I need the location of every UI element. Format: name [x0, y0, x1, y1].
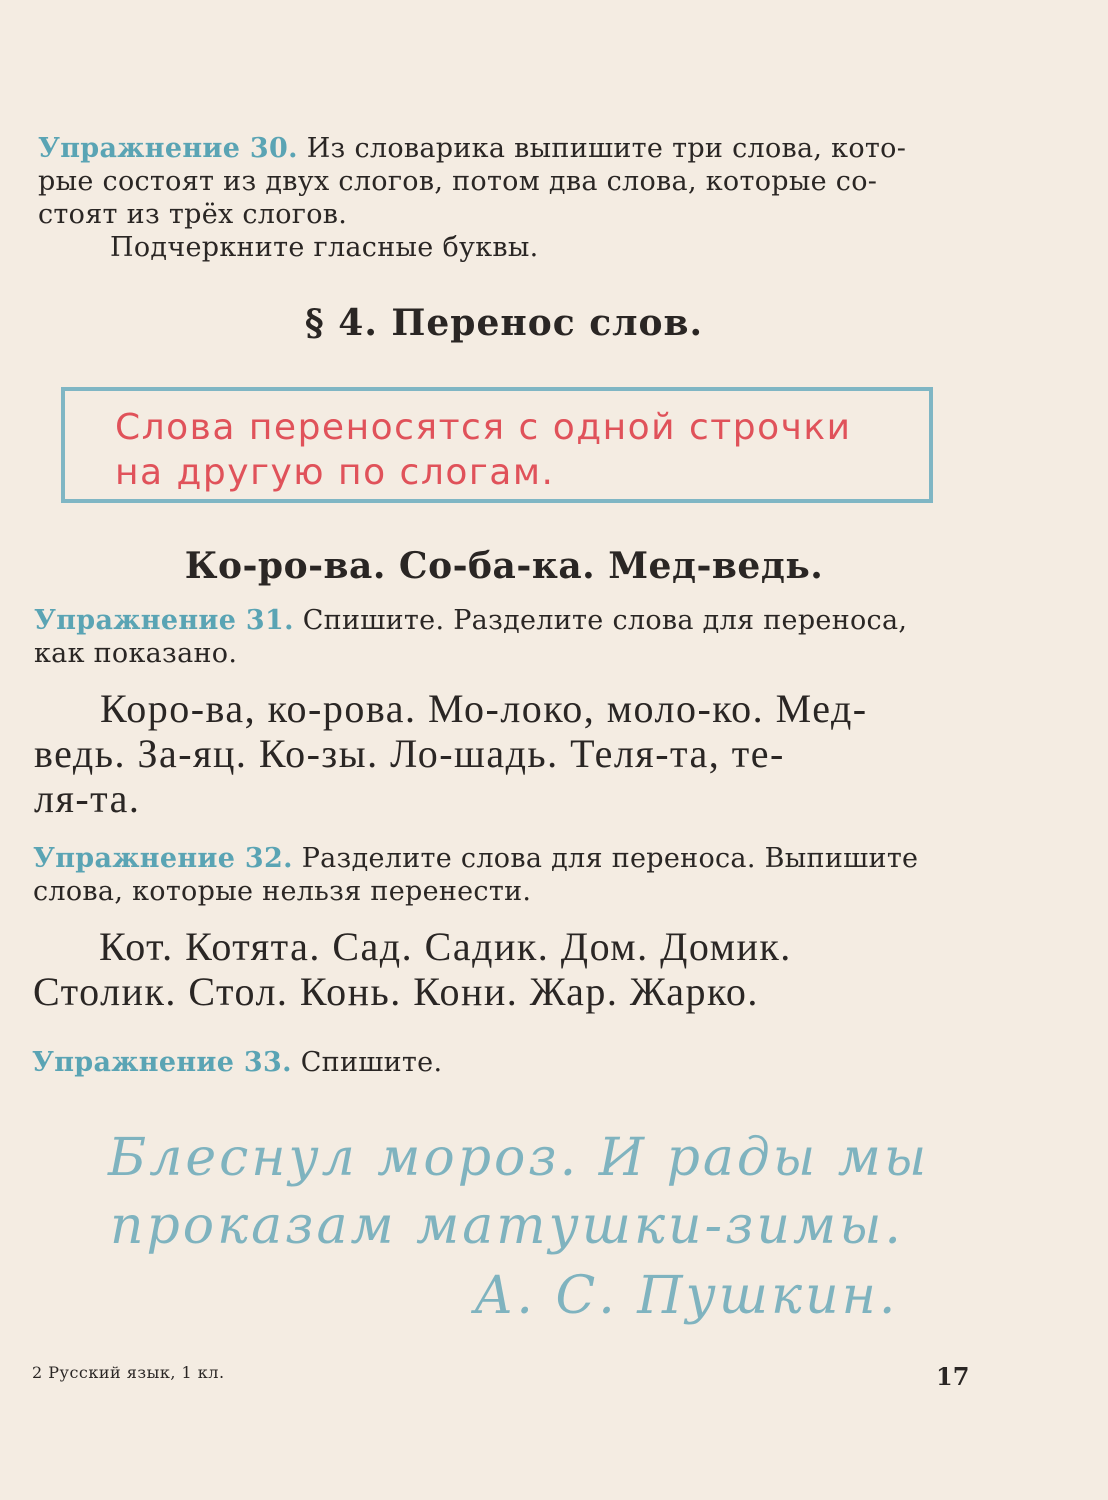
exercise-32-label: Упражнение 32. [33, 843, 293, 874]
exercise-33 [32, 1046, 442, 1079]
exercise-30-line1: Из словарика выпишите три слова, кото- [306, 133, 907, 164]
exercise-30-label: Упражнение 30. [38, 133, 298, 164]
exercise-32-words-line1: Кот. Котята. Сад. Садик. Дом. Домик. [99, 924, 792, 969]
exercise-33-label: Упражнение 33. [32, 1047, 292, 1078]
exercise-31-words-line3: ля-та. [34, 776, 141, 821]
poem-author: А. С. Пушкин. [474, 1266, 899, 1326]
example-words: Ко-ро-ва. Со-ба-ка. Мед-ведь. [184, 545, 824, 587]
exercise-31-line2: как показано. [34, 638, 238, 669]
exercise-30-line3: стоят из трёх слогов. [38, 199, 348, 230]
footer-book-title: 2 Русский язык, 1 кл. [32, 1363, 225, 1382]
exercise-31-words-line1: Коро-ва, ко-рова. Мо-локо, моло-ко. Мед- [100, 686, 868, 731]
rule-line1: Слова переносятся с одной строчки [115, 407, 852, 448]
exercise-32-words [33, 924, 792, 1014]
poem-line1: Блеснул мороз. И рады мы [108, 1128, 930, 1188]
exercise-31 [34, 604, 907, 670]
page-number: 17 [936, 1362, 970, 1391]
exercise-33-text: Спишите. [300, 1047, 443, 1078]
rule-text [115, 405, 852, 495]
exercise-32 [33, 842, 918, 908]
exercise-31-words-line2: ведь. За-яц. Ко-зы. Ло-шадь. Теля-та, те- [34, 731, 785, 776]
exercise-31-label: Упражнение 31. [34, 605, 294, 636]
exercise-31-words [34, 686, 868, 821]
rule-box [61, 387, 933, 503]
exercise-32-words-line2: Столик. Стол. Конь. Кони. Жар. Жарко. [33, 969, 759, 1014]
exercise-32-line1: Разделите слова для переноса. Выпишите [301, 843, 919, 874]
poem-line2: проказам матушки-зимы. [110, 1196, 904, 1256]
section-title: § 4. Перенос слов. [304, 302, 704, 344]
exercise-31-line1: Спишите. Разделите слова для переноса, [302, 605, 908, 636]
exercise-32-line2: слова, которые нельзя перенести. [33, 876, 532, 907]
exercise-30-line4: Подчеркните гласные буквы. [110, 232, 539, 263]
exercise-30 [38, 132, 906, 264]
rule-line2: на другую по слогам. [115, 452, 555, 493]
exercise-30-line2: рые состоят из двух слогов, потом два слова, которые со- [38, 166, 878, 197]
